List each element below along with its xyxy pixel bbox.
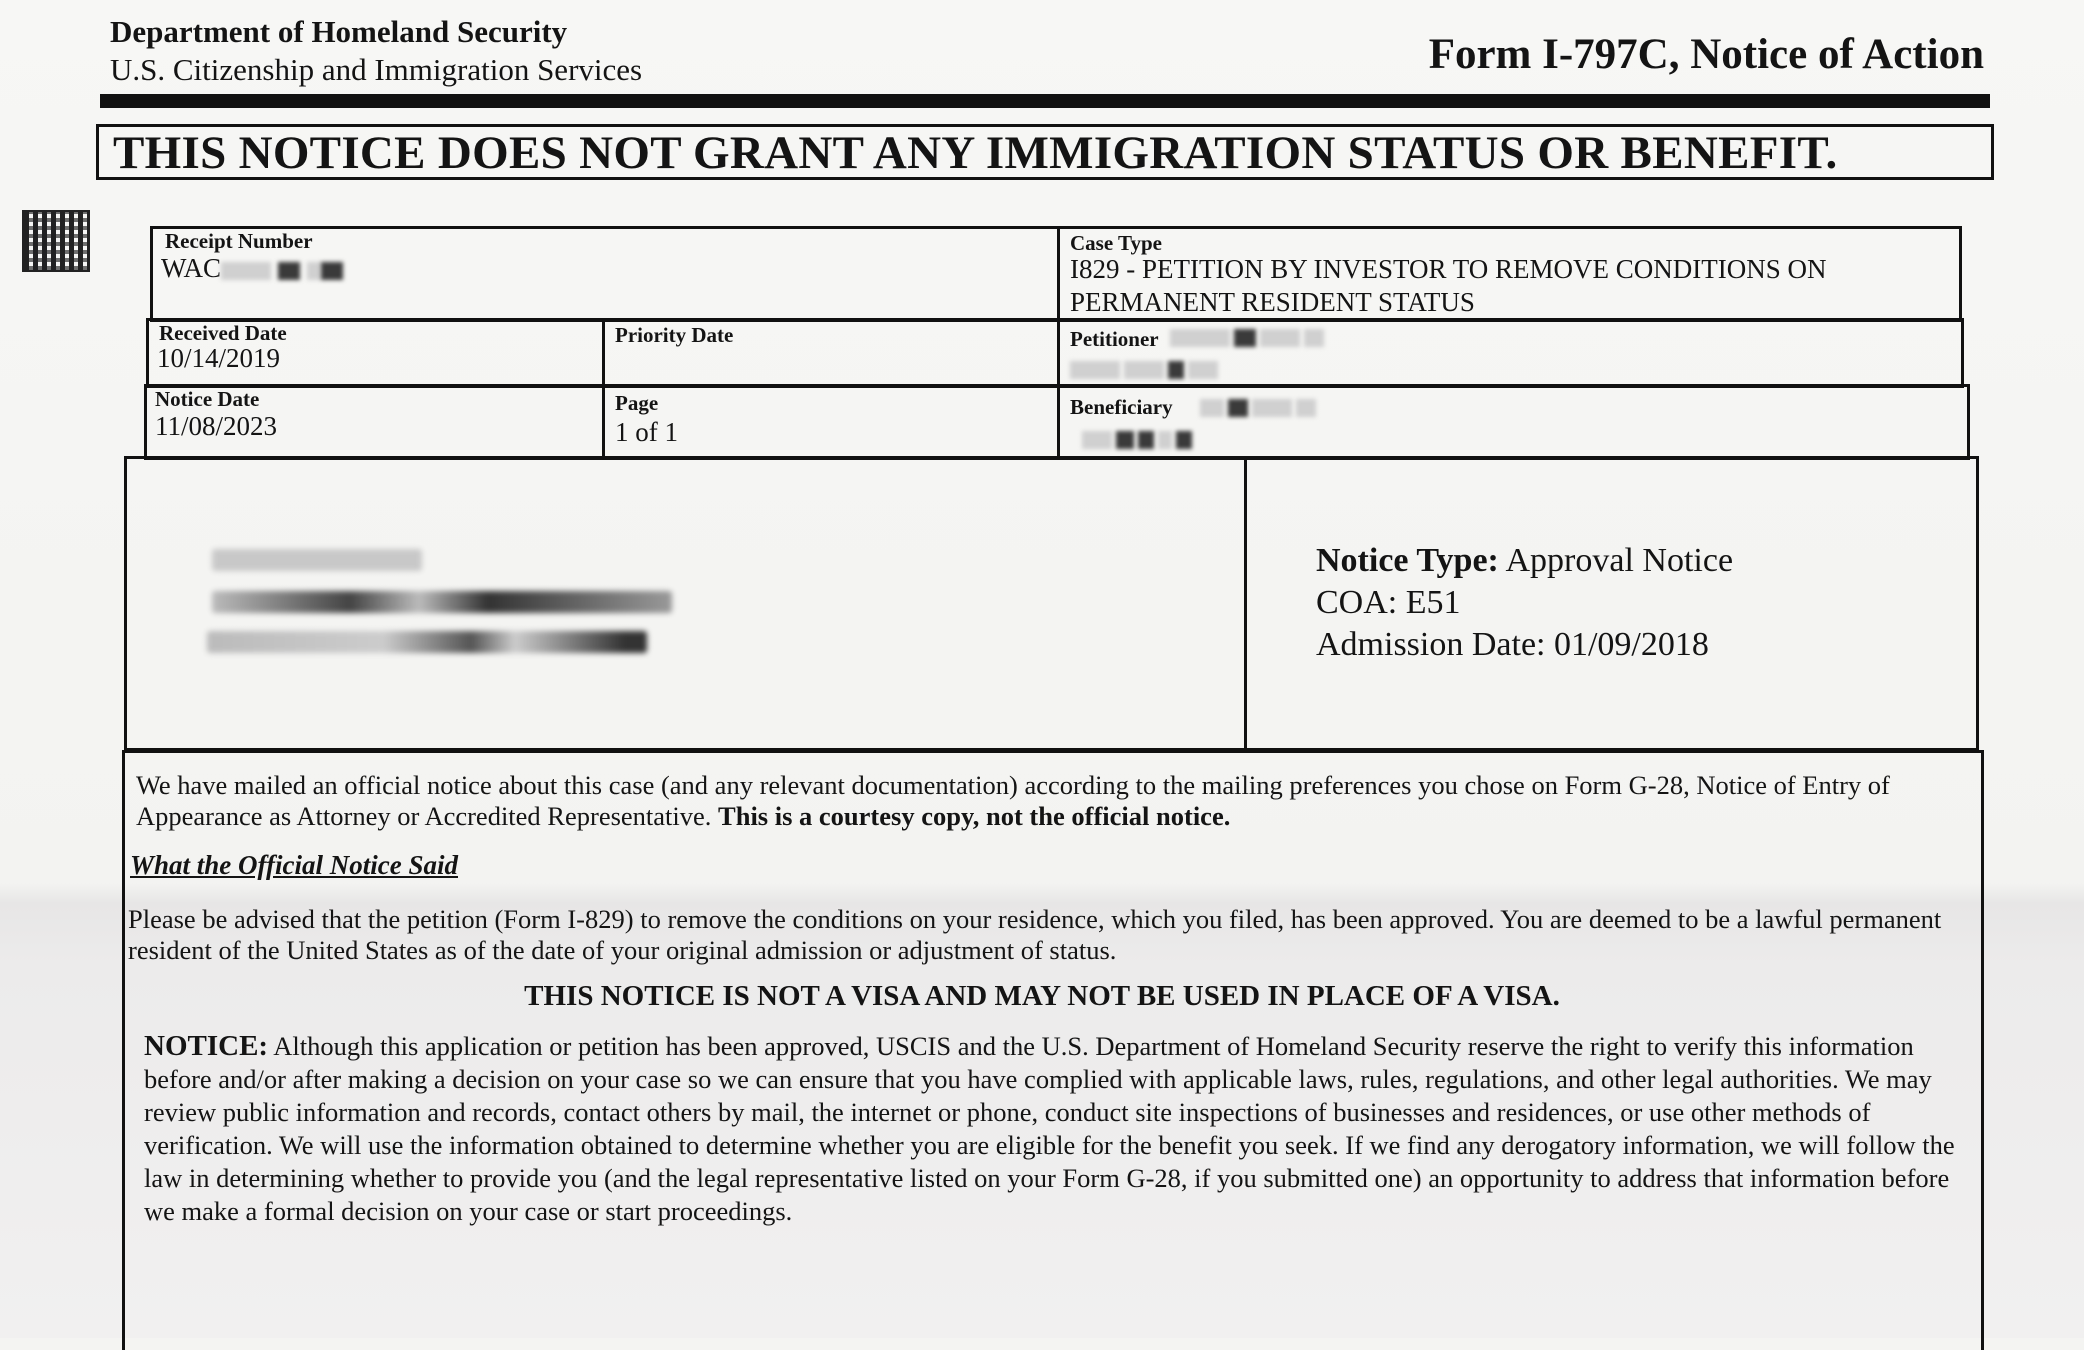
notice-info: [1316, 540, 1733, 666]
petitioner-address-redacted: [1070, 361, 1218, 379]
receipt-number-cell: [150, 226, 1060, 322]
not-a-visa-statement: THIS NOTICE IS NOT A VISA AND MAY NOT BE USED IN PLACE OF A VISA.: [524, 980, 1560, 1012]
barcode-icon: [22, 210, 90, 272]
page-value: 1 of 1: [615, 417, 678, 447]
petitioner-label: Petitioner: [1070, 327, 1159, 351]
notice-type-value: Approval Notice: [1505, 542, 1734, 579]
receipt-number-value: [161, 253, 343, 284]
receipt-number-label: Receipt Number: [165, 229, 313, 253]
received-date-cell: [146, 318, 605, 388]
notice-text: Although this application or petition has been approved, USCIS and the U.S. Department of Homeland Security reserve the right to verify this information before and/or after making a decision on your case so we can ensure that you have complied with applicable laws, rules, regulations, and other legal authorities. We may review public information and records, contact others by mail, the internet or phone, conduct site inspections of businesses and residences, or use other methods of verification. We will use the information obtained to determine whether you are eligible for the benefit you seek. If we find any derogatory information, we will follow the law in determining whether to provide you (and the legal representative listed on your Form G-28, if you submitted one) an opportunity to address that information before we make a formal decision on your case or start proceedings.: [144, 1031, 1955, 1226]
received-date-value: 10/14/2019: [157, 343, 281, 373]
coa-line: COA: E51: [1316, 584, 1461, 621]
intro-text: We have mailed an official notice about this case (and any relevant documentation) according to the mailing preferences you chose on Form G-28, Notice of Entry of Appearance as Attorney or Accredited Representative.: [136, 770, 1890, 831]
beneficiary-label: Beneficiary: [1070, 395, 1173, 419]
beneficiary-cell: [1057, 384, 1970, 460]
status-banner: THIS NOTICE DOES NOT GRANT ANY IMMIGRATION STATUS OR BENEFIT.: [96, 124, 1994, 180]
receipt-number-prefix: WAC: [161, 253, 221, 283]
department-name: Department of Homeland Security: [110, 14, 568, 49]
intro-bold-text: This is a courtesy copy, not the official notice.: [718, 801, 1231, 831]
case-type-cell: [1057, 226, 1962, 322]
notice-date-cell: [144, 384, 605, 460]
notice-type-label: Notice Type:: [1316, 542, 1499, 579]
admission-date-line: Admission Date: 01/09/2018: [1316, 626, 1709, 663]
official-notice-heading: What the Official Notice Said: [130, 850, 458, 880]
beneficiary-redacted: [1200, 399, 1316, 417]
header-rule: [100, 94, 1990, 108]
mailing-address-box: [124, 456, 1247, 751]
redacted-city-line: [207, 631, 647, 653]
notice-date-value: 11/08/2023: [155, 411, 278, 441]
approval-paragraph: Please be advised that the petition (Form I-829) to remove the conditions on your residence, which you filed, has been approved. You are deemed to be a lawful permanent resident of the United States as of the date of your original admission or adjustment of status.: [128, 904, 1942, 965]
redacted-name-line: [212, 549, 422, 571]
notice-date-label: Notice Date: [155, 387, 260, 411]
form-title: Form I-797C, Notice of Action: [1428, 31, 1984, 78]
notice-label: NOTICE:: [144, 1030, 269, 1062]
received-date-label: Received Date: [159, 321, 287, 345]
page-cell: [602, 384, 1060, 460]
priority-date-cell: [602, 318, 1060, 388]
intro-paragraph: [136, 770, 1946, 832]
petitioner-cell: [1057, 318, 1964, 388]
page-label: Page: [615, 391, 659, 415]
petitioner-redacted: [1170, 329, 1324, 347]
priority-date-label: Priority Date: [615, 323, 734, 347]
case-type-label: Case Type: [1070, 231, 1162, 255]
beneficiary-address-redacted: [1082, 431, 1192, 449]
notice-type-line: [1316, 540, 1733, 582]
case-type-value: I829 - PETITION BY INVESTOR TO REMOVE CONDITIONS ON PERMANENT RESIDENT STATUS: [1070, 254, 1827, 317]
agency-name: U.S. Citizenship and Immigration Services: [110, 52, 643, 87]
redacted-address-line: [212, 591, 672, 613]
notice-paragraph: [144, 1030, 1974, 1228]
